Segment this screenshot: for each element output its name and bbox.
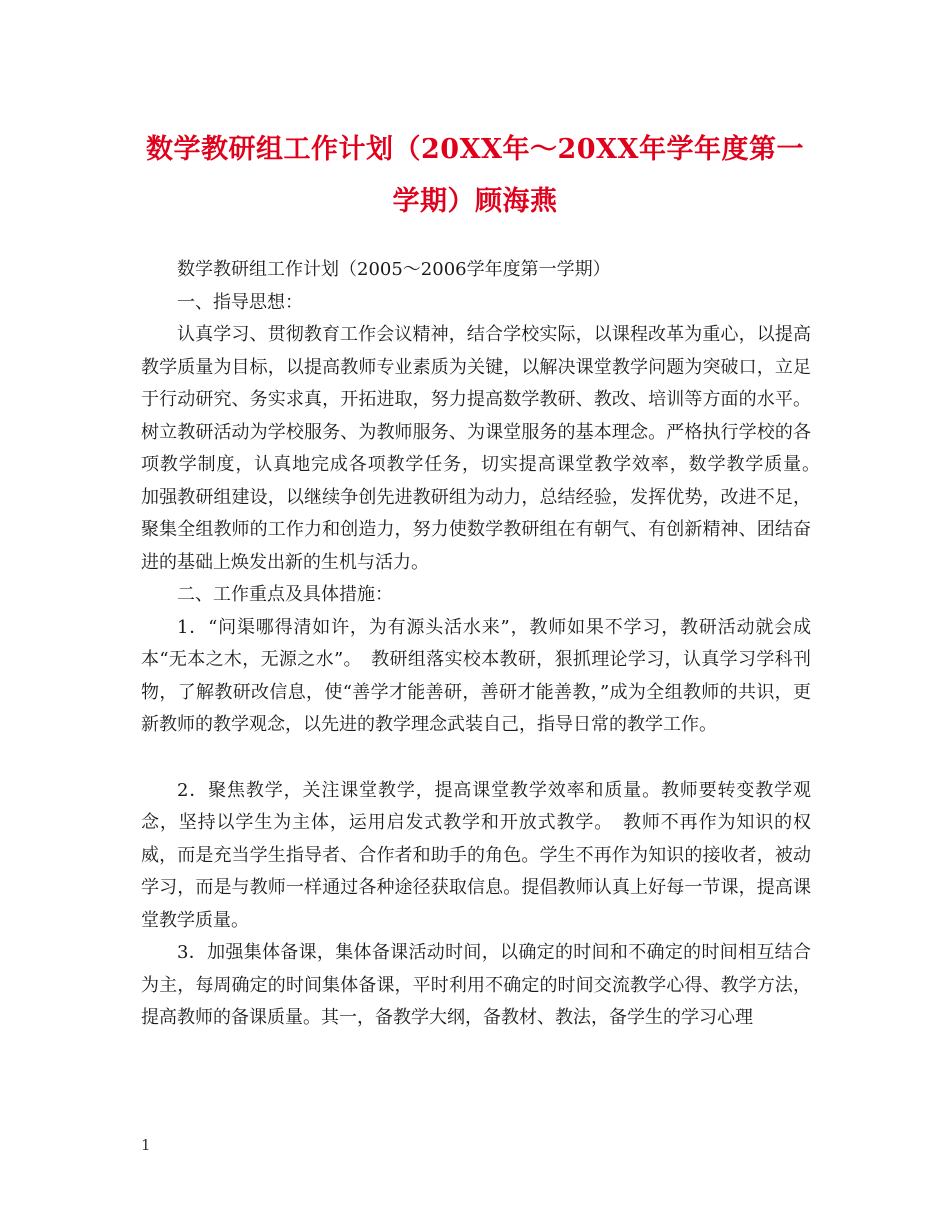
section-heading-key-measures: 二、工作重点及具体措施：: [177, 584, 393, 605]
measure-1-paragraph: 1．“问渠哪得清如许，为有源头活水来”，教师如果不学习，教研活动就会成本“无本之木，无源之水”。 教研组落实校本教研，狠抓理论学习，认真学习学科刊物，了解教研改信息，使“善学才能善研，善研才能善教，”成为全组教师的共识，更新教师的教学观念，以先进的教学理念武装自己，指导日常的教学工作。: [141, 616, 811, 735]
document-body: [141, 254, 829, 1035]
page-number: 1: [141, 1136, 151, 1154]
section-heading-guiding-thought: 一、指导思想：: [177, 291, 303, 313]
plan-heading-paragraph: 数学教研组工作计划（2005～2006学年度第一学期）: [177, 259, 611, 280]
measure-3-paragraph: 3．加强集体备课，集体备课活动时间，以确定的时间和不确定的时间相互结合为主，每周确定的时间集体备课，平时利用不确定的时间交流教学心得、教学方法，提高教师的备课质量。其一，备教学大纲，备教材、教法，备学生的学习心理: [141, 942, 811, 1028]
measure-2-paragraph: 2．聚焦教学，关注课堂教学，提高课堂教学效率和质量。教师要转变教学观念，坚持以学生为主体，运用启发式教学和开放式教学。 教师不再作为知识的权威，而是充当学生指导者、合作者和助手的角色。学生不再作为知识的接收者，被动学习，而是与教师一样通过各种途径获取信息。提倡教师认真上好每一节课，提高课堂教学质量。: [141, 779, 811, 931]
document-title: 数学教研组工作计划（20XX年～20XX年学年度第一学期）顾海燕: [146, 134, 804, 217]
guiding-thought-paragraph: 认真学习、贯彻教育工作会议精神，结合学校实际，以课程改革为重心，以提高教学质量为目标，以提高教师专业素质为关键，以解决课堂教学问题为突破口，立足于行动研究、务实求真，开拓进取，努力提高数学教研、教改、培训等方面的水平。树立教研活动为学校服务、为教师服务、为课堂服务的基本理念。严格执行学校的各项教学制度，认真地完成各项教学任务，切实提高课堂教学效率，数学教学质量。 加强教研组建设，以继续争创先进教研组为动力，总结经验，发挥优势，改进不足，聚集全组教师的工作力和创造力，努力使数学教研组在有朝气、有创新精神、团结奋进的基础上焕发出新的生机与活力。: [141, 324, 829, 573]
